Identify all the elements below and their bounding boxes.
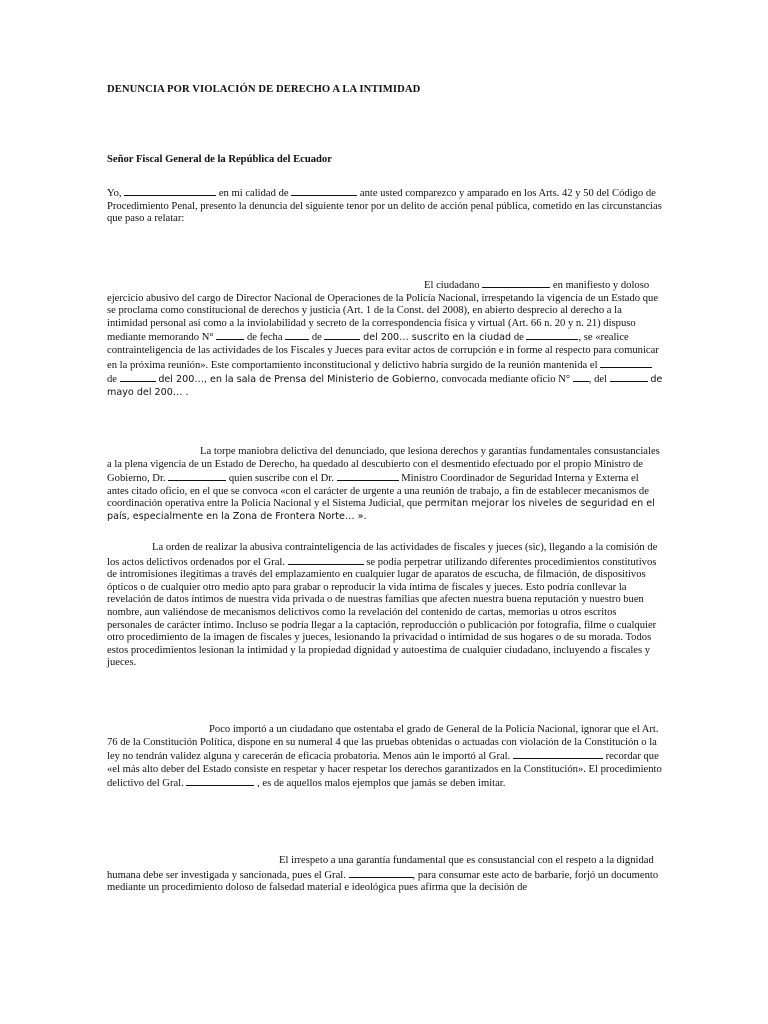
p2-text-d: de bbox=[311, 332, 322, 344]
p3-text-a: La torpe maniobra delictiva del denunciado, que lesiona derechos y garantías fundamentales consustanciales a la plena vigencia de un Estado de Derecho, ha quedado al descubierto con el desmentido efectuado por el propio Ministro de Gobierno, Dr. bbox=[107, 446, 660, 485]
p2-text-g: , se «realice contrainteligencia de las actividades de los Fiscales y Jueces para evitar actos de corrupción e in forme al respecto para comunicar en la próxima reunión». Este comportamiento inconstitucional y delictivo habría surgido de la reunión mantenida el bbox=[107, 332, 659, 371]
blank-field bbox=[285, 330, 309, 340]
p2-text-l: de mayo del 200… . bbox=[107, 374, 663, 398]
p2-text-e: del 200… suscrito en la ciudad bbox=[363, 332, 512, 344]
blank-field bbox=[186, 776, 254, 786]
salutation: Señor Fiscal General de la República del Ecuador bbox=[107, 154, 332, 165]
p2-text-h: de bbox=[107, 374, 117, 386]
p3-text-c: Ministro Coordinador de Seguridad Interna y Externa el antes citado oficio, en el que se convoca «con el carácter de urgente a una reunión de trabajo, a fin de establecer mecanismos de coordinación operativa entre la Policía Nacional y el Sistema Judicial, que bbox=[107, 473, 649, 510]
paragraph-1 bbox=[107, 186, 663, 226]
blank-field bbox=[482, 278, 550, 288]
p1-text-b: en mi calidad de bbox=[218, 188, 289, 199]
p2-text-a: El ciudadano bbox=[424, 280, 480, 291]
blank-field bbox=[120, 372, 156, 382]
blank-field bbox=[610, 372, 648, 382]
blank-field bbox=[349, 868, 413, 878]
blank-field bbox=[288, 555, 364, 565]
blank-field bbox=[513, 749, 603, 759]
blank-field bbox=[291, 186, 357, 196]
p2-text-i: del 200…, en la sala de Prensa del Ministerio de Gobierno, bbox=[158, 374, 439, 386]
p1-text-a: Yo, bbox=[107, 188, 122, 199]
blank-field bbox=[600, 358, 652, 368]
p5-text-c: , es de aquellos malos ejemplos que jamás se deben imitar. bbox=[257, 778, 506, 790]
blank-field bbox=[526, 330, 578, 340]
paragraph-3 bbox=[107, 446, 663, 524]
blank-field bbox=[216, 330, 244, 340]
paragraph-2 bbox=[107, 278, 663, 399]
p6-text-a: El irrespeto a una garantía fundamental que es consustancial con el respeto a la dignidad humana debe ser investigada y sancionada, pues el Gral. bbox=[107, 855, 654, 881]
p6-text-b: , para consumar este acto de barbarie, forjó un documento mediante un procedimiento doloso de falsedad material e ideológica pues afirma que la decisión de bbox=[107, 869, 659, 894]
p3-text-d: permitan mejorar los niveles de seguridad en el país, especialmente en la Zona de Frontera Norte… ». bbox=[107, 498, 655, 522]
p2-text-k: , del bbox=[588, 374, 608, 386]
p1-text-c: ante usted comparezco y amparado en los Arts. 42 y 50 del Código de Procedimiento Penal, presento la denuncia del siguiente tenor por un delito de acción penal pública, cometido en las circunstancias que paso a relatar: bbox=[107, 188, 662, 225]
blank-field bbox=[337, 471, 399, 481]
blank-field bbox=[324, 330, 360, 340]
p5-text-b: recordar que «el más alto deber del Estado consiste en respetar y hacer respetar los derechos garantizados en la Constitución». El procedimiento delictivo del Gral. bbox=[107, 751, 662, 790]
p2-text-b: en manifiesto y doloso ejercicio abusivo del cargo de Director Nacional de Operaciones de la Policía Nacional, irrespetando la vigencia de un Estado que se proclama como constitucional de derechos y justicia (Art. 1 de la Const. del 2008), en abierto desprecio al derecho a la intimidad personal así como a la inviolabilidad y secreto de la correspondencia física y virtual (Art. 66 n. 20 y n. 21) dispuso mediante memorando N° bbox=[107, 280, 659, 344]
p4-text-a: La orden de realizar la abusiva contrainteligencia de las actividades de fiscales y jueces (sic), llegando a la comisión de los actos delictivos ordenados por el Gral. bbox=[107, 542, 658, 568]
p2-text-j: convocada mediante oficio N° bbox=[441, 374, 571, 386]
p3-text-b: quien suscribe con el Dr. bbox=[228, 473, 334, 485]
blank-field bbox=[168, 471, 226, 481]
p5-text-a: Poco importó a un ciudadano que ostentaba el grado de General de la Policía Nacional, ignorar que el Art. 76 de la Constitución Política, dispone en su numeral 4 que las pruebas obtenidas o actuadas con violación de la Constitución o la ley no tendrán validez alguna y carecerán de eficacia probatoria. Menos aún le importó al Gral. bbox=[107, 724, 659, 763]
paragraph-6 bbox=[107, 855, 663, 895]
p4-text-b: se podía perpetrar utilizando diferentes procedimientos constitutivos de intromisiones ilegítimas a través del emplazamiento en cualquier lugar de aparatos de escucha, de filmación, de dispositivos ópticos o de cualquier otro medio apto para grabar o reproducir la vida íntima de fiscales y jueces. Esto podría conllevar la revelación de datos íntimos de nuestra vida privada o de nuestras familias que afecten nuestra buena reputación y nuestro buen nombre, aun valiéndose de mecanismos delictivos como la revelación del contenido de cartas, memorias u otros escritos personales de carácter íntimo. Incluso se podría llegar a la captación, reproducción o publicación por fotografía, filme o cualquier otro procedimiento de la imagen de fiscales y jueces, lesionando la privacidad o intimidad de sus hogares o de su morada. Todos estos procedimientos lesionan la intimidad y la propiedad dignidad y autoestima de cualquier ciudadano, incluyendo a fiscales y jueces. bbox=[107, 556, 657, 669]
p2-text-f: de bbox=[513, 332, 524, 344]
document-title: DENUNCIA POR VIOLACIÓN DE DERECHO A LA INTIMIDAD bbox=[107, 84, 421, 95]
p2-text-c: de fecha bbox=[246, 332, 283, 344]
paragraph-4 bbox=[107, 542, 663, 670]
blank-field bbox=[573, 372, 589, 382]
paragraph-5 bbox=[107, 724, 663, 791]
blank-field bbox=[124, 186, 216, 196]
